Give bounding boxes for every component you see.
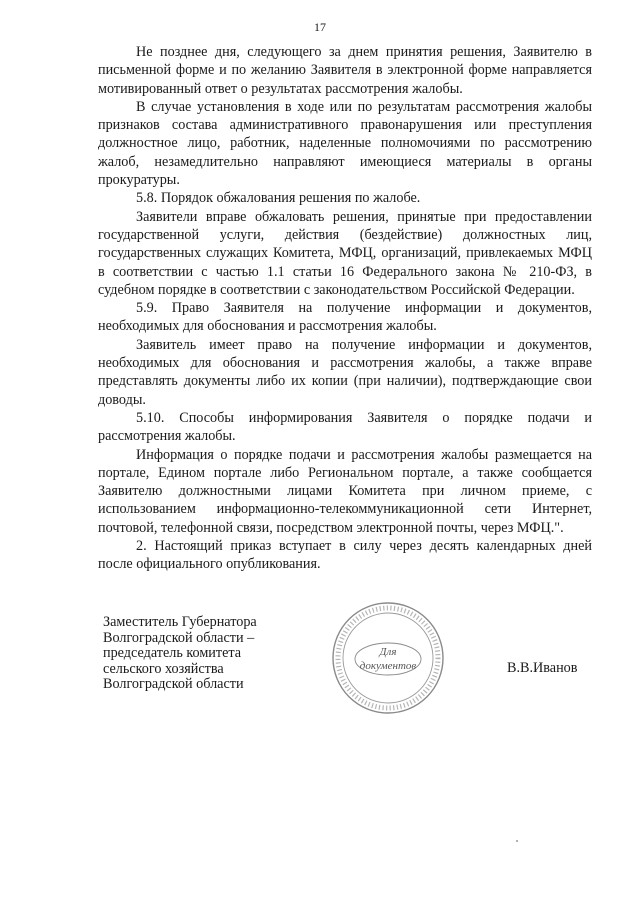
paragraph-response-deadline: Не позднее дня, следующего за днем принятия решения, Заявителю в письменной форме и по желанию Заявителя в электронной форме направляется мотивированный ответ о результатах рассмотрения жалобы. [98,44,592,97]
paragraph-informing-methods: Информация о порядке подачи и рассмотрения жалобы размещается на портале, Едином портале либо Региональном портале, а также сообщается Заявителю должностными лицами Комитета при личном приеме, с использованием информационно-телекоммуникационной сети Интернет, почтовой, телефонной связи, посредством электронной почты, через МФЦ.". [98,446,592,536]
seal-text: Для [379,646,397,658]
signatory-position-line: Заместитель Губернатора [103,614,257,630]
document-body [98,43,592,574]
signatory-position [103,615,257,693]
signatory-position-line: Волгоградской области – [103,629,255,646]
seal-text: документов [359,660,417,672]
seal-graphic [330,600,446,716]
signatory-position-line: сельского хозяйства [103,660,224,677]
scan-speck [516,840,518,842]
official-seal [330,600,446,716]
heading-5-8: 5.8. Порядок обжалования решения по жалобе. [136,190,421,207]
page-number: 17 [314,20,326,34]
signatory-name: В.В.Иванов [507,660,578,676]
heading-5-9: 5.9. Право Заявителя на получение информации и документов, необходимых для обоснования и рассмотрения жалобы. [98,300,592,335]
paragraph-prosecutor-referral: В случае установления в ходе или по результатам рассмотрения жалобы признаков состава административного правонарушения или преступления должностное лицо, работник, наделенные полномочиями по рассмотрению жалоб, незамедлительно направляют имеющиеся материалы в органы прокуратуры. [98,98,592,189]
signatory-position-line: Волгоградской области [103,676,244,692]
heading-5-10: 5.10. Способы информирования Заявителя о порядке подачи и рассмотрения жалобы. [98,409,592,445]
paragraph-right-to-information: Заявитель имеет право на получение информации и документов, необходимых для обоснования и рассмотрения жалобы, а также вправе представлять документы либо их копии (при наличии), подтверждающие свои доводы. [98,336,592,408]
signatory-position-line: председатель комитета [103,645,242,661]
paragraph-court-appeal: Заявители вправе обжаловать решения, принятые при предоставлении государственной услуги, действия (бездействие) должностных лиц, государственных служащих Комитета, МФЦ, организаций, привлекаемых МФЦ в соответствии с частью 1.1 статьи 16 Федерального закона № 210-ФЗ, в судебном порядке в соответствии с законодательством Российской Федерации. [98,208,592,298]
paragraph-effective-date: 2. Настоящий приказ вступает в силу через десять календарных дней после официального опубликования. [98,538,592,573]
